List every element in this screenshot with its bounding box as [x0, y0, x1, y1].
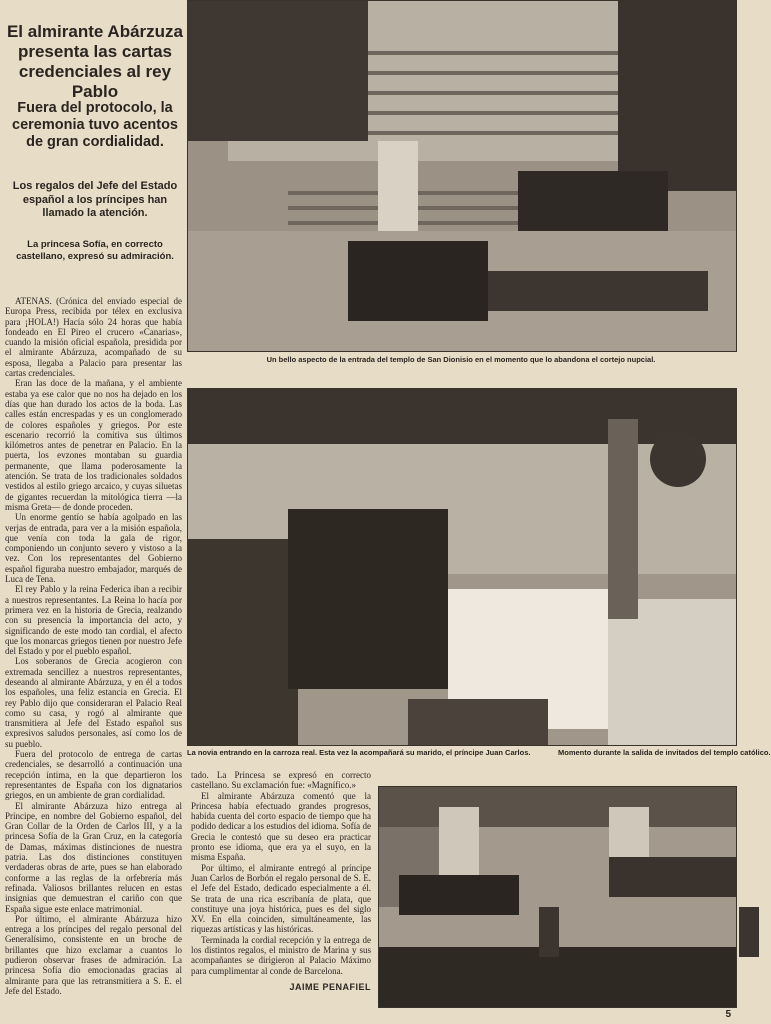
body-paragraph: El almirante Abárzuza hizo entrega al Príncipe, en nombre del Gobierno español, del Gran Collar de la Orden de Carlos III, y a la princesa Sofía de la Gran Cruz, en la categoría de Damas, máximas distinciones de nuestra patria. Las dos distinciones constituyen verdaderas obras de arte, pues se han elaborado conforme a las reglas de la orfebrería más refinada. Valiosos brillantes relucen en estas insignias que demuestran el cariño con que España sigue este enlace matrimonial. [5, 800, 182, 914]
body-paragraph: Por último, el almirante entregó al príncipe Juan Carlos de Borbón el regalo personal de S. E. el Jefe del Estado, dedicado especialmente a él. Se trata de una rica escribanía de plata, que constituye una joya histórica, pues es del siglo XV. En ella coinciden, simultáneamente, las riquezas artísticas y las históricas. [191, 862, 371, 935]
subheadline: Fuera del protocolo, la ceremonia tuvo acentos de gran cordialidad. [12, 100, 178, 150]
body-paragraph: Fuera del protocolo de entrega de cartas credenciales, se desarrolló a continuación una recepción íntima, en la que departieron los representantes de España con los dignatarios griegos, en un ambiente de gran cordialidad. [5, 749, 182, 801]
deck: Los regalos del Jefe del Estado español a los príncipes han llamado la atención. [12, 180, 178, 219]
author-signature: JAIME PENAFIEL [289, 981, 371, 992]
body-paragraph: tado. La Princesa se expresó en correcto castellano. Su exclamación fue: «Magnífico.» [191, 770, 371, 791]
middle-photo-caption-right: Momento durante la salida de invitados del templo católico. [558, 748, 771, 757]
deck-note: La princesa Sofía, en correcto castellano, expresó su admiración. [16, 239, 174, 262]
body-paragraph: Un enorme gentío se había agolpado en las verjas de entrada, para ver a la misión española, que venía con toda la gala de rigor, componiendo un conjunto severo y vistoso a la vez. Con los representantes del Gobierno español figuraba nuestro embajador, marqués de Luca de Tena. [5, 512, 182, 585]
middle-photo [187, 388, 737, 746]
body-paragraph: Los soberanos de Grecia acogieron con extremada sencillez a nuestros representantes, deseando al almirante Abárzuza, y en él a todos los españoles, una feliz estancia en Grecia. El rey Pablo dijo que consideraran el Palacio Real como su casa, y rogó al almirante que transmitiera al Jefe del Estado español sus expresivos saludos personales, así como los de su pueblo. [5, 656, 182, 749]
middle-photo-caption-left: La novia entrando en la carroza real. Esta vez la acompañará su marido, el príncipe Juan Carlos. [187, 748, 531, 757]
page-number: 5 [725, 1009, 731, 1020]
top-photo-illustration [188, 1, 736, 351]
body-paragraph: Por último, el almirante Abárzuza hizo entrega a los príncipes del regalo personal del Generalísimo, consistente en un broche de brillantes que hizo exclamar a cuantos lo pudieron observar frases de admiración. La princesa Sofía dio emocionadas gracias al almirante para que las retransmitiera a S. E. el Jefe del Estado. [5, 913, 182, 996]
body-paragraph: Eran las doce de la mañana, y el ambiente estaba ya ese calor que no nos ha dejado en los días que han durado los actos de la boda. Las calles están encrespadas y es un conglomerado de colores españoles y griegos. Por este escenario recorrió la comitiva sus últimos kilómetros antes de penetrar en Palacio. En la puerta, los evzones montaban su guardia permanente, que llama poderosamente la atención. Se trata de los tradicionales soldados vestidos al estilo griego arcaico, y cuyas siluetas de gigantes recuerdan la mitológica tierra —la misma Greta— de donde proceden. [5, 378, 182, 512]
top-photo-caption: Un bello aspecto de la entrada del templo de San Dionisio en el momento que lo abandona el cortejo nupcial. [266, 355, 656, 364]
bottom-photo [378, 786, 737, 1008]
middle-photo-illustration [188, 389, 736, 745]
bottom-photo-illustration [379, 787, 736, 1007]
body-paragraph: El rey Pablo y la reina Federica iban a recibir a nuestros representantes. La Reina lo hacía por primera vez en la historia de Grecia, realzando con su presencia la importancia del acto, y significando de este modo tan cordial, el afecto que los monarcas griegos tienen por nuestro Jefe del Estado y por el pueblo español. [5, 584, 182, 657]
body-column-middle [191, 770, 371, 1010]
headline: El almirante Abárzuza presenta las cartas credenciales al rey Pablo [6, 22, 184, 101]
body-paragraph: ATENAS. (Crónica del enviado especial de Europa Press, recibida por télex en exclusiva para ¡HOLA!) Hacía sólo 24 horas que había fondeado en El Pireo el crucero «Canarias», cuando la misión oficial española, presidida por el almirante Abárzuza, acompañado de su esposa, llegaba a Palacio para presentar las cartas credenciales. [5, 296, 182, 379]
body-paragraph: Terminada la cordial recepción y la entrega de los distintos regalos, el ministro de Marina y sus acompañantes se dirigieron al Palacio Máximo para cumplimentar al conde de Barcelona. [191, 934, 371, 976]
top-photo [187, 0, 737, 352]
body-paragraph: El almirante Abárzuza comentó que la Princesa había efectuado grandes progresos, habida cuenta del corto espacio de tiempo que ha podido dedicar a los estudios del idioma. Sofía de Grecia le contestó que su deseo era practicar pronto ese idioma, que era ya el suyo, en la misma España. [191, 790, 371, 863]
body-column-left [5, 296, 182, 1008]
